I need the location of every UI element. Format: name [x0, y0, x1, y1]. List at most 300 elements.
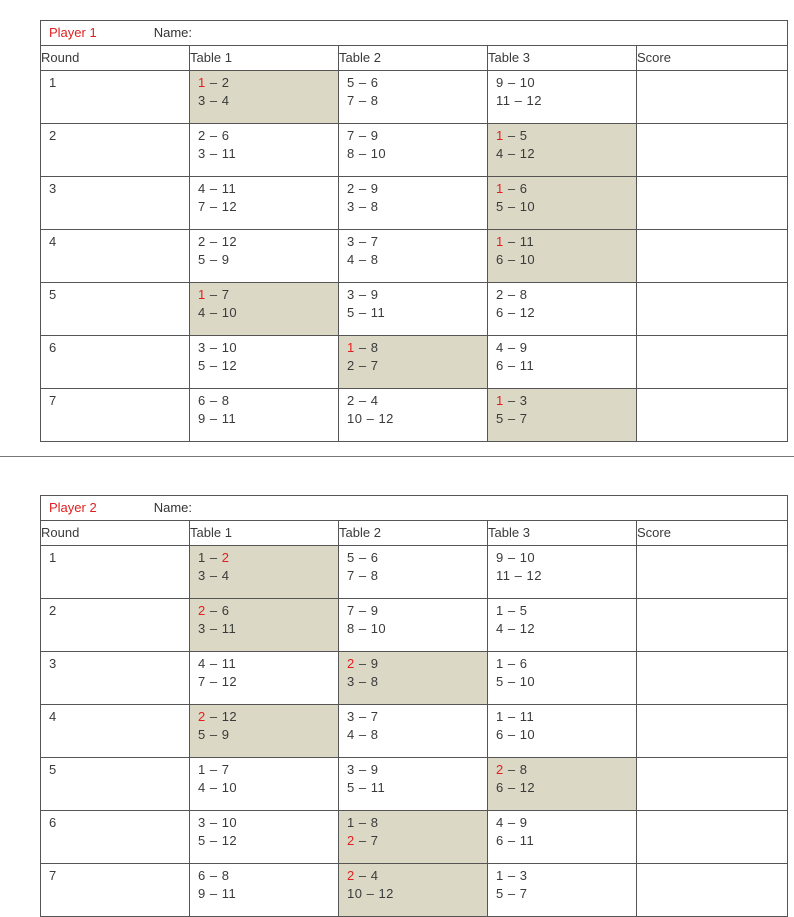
round-row	[41, 177, 788, 230]
table-1-cell	[190, 230, 339, 283]
seat-number: 12	[526, 568, 542, 583]
seat-number: 12	[378, 411, 394, 426]
dash: –	[503, 727, 520, 742]
table-3-cell	[488, 546, 637, 599]
dash: –	[503, 674, 520, 689]
seat-number: 6	[519, 656, 528, 671]
matchup	[347, 885, 487, 903]
dash: –	[503, 128, 520, 143]
seat-number: 9	[221, 727, 230, 742]
col-header-round: Round	[41, 521, 190, 546]
seat-number: 12	[519, 146, 536, 161]
matchup	[198, 673, 338, 691]
seat-number: 2	[221, 75, 230, 90]
round-row	[41, 230, 788, 283]
dash: –	[503, 340, 520, 355]
seat-number: 4	[370, 868, 379, 883]
matchup	[347, 655, 487, 673]
seat-number: 5	[496, 199, 504, 214]
dash: –	[205, 128, 222, 143]
seat-number: 12	[519, 621, 536, 636]
seat-number: 4	[496, 815, 504, 830]
seat-number: 7	[519, 886, 528, 901]
seat-number: 6	[496, 252, 504, 267]
dash: –	[362, 886, 379, 901]
seat-number: 3	[347, 287, 355, 302]
dash: –	[354, 568, 371, 583]
seat-number: 7	[347, 568, 355, 583]
seat-number: 1	[496, 709, 504, 724]
dash: –	[503, 393, 520, 408]
dash: –	[503, 75, 520, 90]
dash: –	[503, 252, 520, 267]
seat-number: 11	[221, 411, 237, 426]
seat-number: 4	[496, 340, 504, 355]
score-cell[interactable]	[637, 705, 788, 758]
matchup	[496, 567, 636, 585]
seat-number: 7	[347, 93, 355, 108]
seat-number: 10	[519, 727, 536, 742]
matchup	[198, 814, 338, 832]
table-1-cell	[190, 336, 339, 389]
matchup	[347, 673, 487, 691]
dash: –	[510, 93, 527, 108]
seat-number: 1	[496, 393, 504, 408]
matchup	[347, 549, 487, 567]
seat-number: 8	[370, 727, 379, 742]
score-cell[interactable]	[637, 758, 788, 811]
matchup	[198, 127, 338, 145]
seat-number: 4	[198, 305, 206, 320]
seat-number: 3	[198, 146, 206, 161]
dash: –	[510, 568, 527, 583]
matchup	[496, 410, 636, 428]
round-number: 5	[41, 283, 190, 336]
matchup	[347, 567, 487, 585]
seat-number: 6	[496, 833, 504, 848]
score-cell[interactable]	[637, 546, 788, 599]
name-label: Name:	[153, 25, 192, 40]
matchup	[496, 655, 636, 673]
dash: –	[354, 287, 371, 302]
col-header-table-3: Table 3	[488, 46, 637, 71]
seat-number: 10	[519, 75, 536, 90]
matchup	[496, 180, 636, 198]
dash: –	[205, 674, 222, 689]
seat-number: 8	[221, 868, 230, 883]
table-3-cell	[488, 177, 637, 230]
seat-number: 1	[496, 603, 504, 618]
seat-number: 4	[496, 621, 504, 636]
matchup	[198, 567, 338, 585]
dash: –	[503, 287, 520, 302]
seat-number: 8	[370, 568, 379, 583]
seat-number: 4	[221, 93, 230, 108]
score-cell[interactable]	[637, 177, 788, 230]
score-cell[interactable]	[637, 811, 788, 864]
table-1-cell	[190, 389, 339, 442]
score-cell[interactable]	[637, 283, 788, 336]
col-header-table-2: Table 2	[339, 521, 488, 546]
seat-number: 3	[198, 568, 206, 583]
col-header-table-1: Table 1	[190, 46, 339, 71]
seat-number: 8	[519, 762, 528, 777]
matchup	[496, 708, 636, 726]
seat-number: 8	[370, 252, 379, 267]
matchup	[347, 92, 487, 110]
dash: –	[205, 305, 222, 320]
round-row	[41, 811, 788, 864]
seat-number: 5	[496, 411, 504, 426]
matchup	[198, 198, 338, 216]
seat-number: 11	[519, 833, 535, 848]
player-label: Player 2	[49, 500, 97, 515]
col-header-score: Score	[637, 521, 788, 546]
seat-number: 2	[347, 181, 355, 196]
dash: –	[354, 709, 371, 724]
dash: –	[503, 199, 520, 214]
round-number: 1	[41, 71, 190, 124]
seat-number: 11	[519, 709, 535, 724]
seat-number: 12	[221, 234, 238, 249]
dash: –	[354, 603, 371, 618]
seat-number: 5	[198, 727, 206, 742]
seat-number: 2	[496, 762, 504, 777]
table-2-cell	[339, 705, 488, 758]
seat-number: 5	[519, 128, 528, 143]
matchup	[198, 180, 338, 198]
dash: –	[354, 93, 371, 108]
matchup	[496, 814, 636, 832]
table-3-cell	[488, 811, 637, 864]
table-2-cell	[339, 599, 488, 652]
matchup	[198, 832, 338, 850]
dash: –	[354, 762, 371, 777]
dash: –	[503, 411, 520, 426]
score-cell[interactable]	[637, 599, 788, 652]
seat-number: 7	[347, 603, 355, 618]
dash: –	[205, 234, 222, 249]
seat-number: 3	[347, 199, 355, 214]
seat-number: 8	[370, 815, 379, 830]
matchup	[496, 885, 636, 903]
column-header-row	[41, 521, 788, 546]
dash: –	[205, 75, 222, 90]
matchup	[347, 304, 487, 322]
dash: –	[354, 833, 371, 848]
score-cell[interactable]	[637, 124, 788, 177]
seat-number: 11	[496, 93, 511, 108]
seat-number: 5	[198, 358, 206, 373]
seat-number: 9	[370, 762, 379, 777]
seat-number: 9	[370, 128, 379, 143]
seat-number: 3	[347, 709, 355, 724]
seat-number: 7	[370, 358, 379, 373]
seat-number: 6	[221, 603, 230, 618]
seat-number: 7	[347, 128, 355, 143]
score-cell[interactable]	[637, 389, 788, 442]
dash: –	[205, 287, 222, 302]
dash: –	[503, 234, 520, 249]
round-number: 3	[41, 652, 190, 705]
dash: –	[205, 656, 222, 671]
matchup	[198, 885, 338, 903]
seat-number: 1	[347, 815, 355, 830]
seat-number: 6	[370, 550, 379, 565]
dash: –	[205, 550, 222, 565]
seat-number: 1	[198, 550, 206, 565]
seat-number: 4	[221, 568, 230, 583]
matchup	[496, 74, 636, 92]
seat-number: 12	[378, 886, 394, 901]
matchup	[496, 145, 636, 163]
seat-number: 6	[496, 780, 504, 795]
dash: –	[354, 146, 371, 161]
table-1-cell	[190, 758, 339, 811]
seat-number: 3	[198, 815, 206, 830]
matchup	[198, 304, 338, 322]
matchup	[347, 339, 487, 357]
table-3-cell	[488, 389, 637, 442]
round-row	[41, 599, 788, 652]
matchup	[347, 127, 487, 145]
seat-number: 10	[370, 621, 387, 636]
dash: –	[354, 780, 371, 795]
seat-number: 12	[519, 780, 536, 795]
player-label: Player 1	[49, 25, 97, 40]
table-1-cell	[190, 599, 339, 652]
score-cell[interactable]	[637, 336, 788, 389]
dash: –	[503, 181, 520, 196]
seat-number: 9	[198, 411, 206, 426]
seat-number: 1	[198, 762, 206, 777]
matchup	[198, 92, 338, 110]
matchup	[198, 410, 338, 428]
seat-number: 6	[496, 305, 504, 320]
seat-number: 9	[370, 656, 379, 671]
dash: –	[205, 833, 222, 848]
seat-number: 4	[198, 181, 206, 196]
dash: –	[205, 709, 222, 724]
seat-number: 2	[198, 709, 206, 724]
seat-number: 2	[221, 550, 230, 565]
seat-number: 6	[198, 868, 206, 883]
seat-number: 4	[347, 252, 355, 267]
matchup	[347, 357, 487, 375]
dash: –	[503, 358, 520, 373]
seat-number: 4	[347, 727, 355, 742]
seat-number: 12	[221, 709, 238, 724]
dash: –	[503, 709, 520, 724]
table-2-cell	[339, 652, 488, 705]
seat-number: 5	[496, 674, 504, 689]
dash: –	[503, 815, 520, 830]
matchup	[198, 726, 338, 744]
seat-number: 4	[496, 146, 504, 161]
matchup	[496, 233, 636, 251]
score-cell[interactable]	[637, 864, 788, 917]
round-number: 4	[41, 230, 190, 283]
seat-number: 3	[519, 393, 528, 408]
table-3-cell	[488, 758, 637, 811]
seat-number: 4	[198, 656, 206, 671]
matchup	[198, 708, 338, 726]
matchup	[496, 620, 636, 638]
dash: –	[205, 621, 222, 636]
table-2-cell	[339, 758, 488, 811]
table-3-cell	[488, 124, 637, 177]
table-3-cell	[488, 705, 637, 758]
dash: –	[205, 393, 222, 408]
seat-number: 9	[221, 252, 230, 267]
round-number: 1	[41, 546, 190, 599]
round-number: 4	[41, 705, 190, 758]
seat-number: 9	[496, 550, 504, 565]
seat-number: 6	[198, 393, 206, 408]
seat-number: 8	[370, 674, 379, 689]
table-2-cell	[339, 811, 488, 864]
seat-number: 10	[347, 411, 363, 426]
dash: –	[205, 146, 222, 161]
matchup	[347, 180, 487, 198]
score-cell[interactable]	[637, 230, 788, 283]
round-number: 7	[41, 389, 190, 442]
matchup	[496, 127, 636, 145]
seat-number: 8	[370, 199, 379, 214]
seat-number: 10	[519, 550, 536, 565]
seat-number: 7	[198, 199, 206, 214]
matchup	[347, 814, 487, 832]
matchup	[347, 233, 487, 251]
seat-number: 3	[198, 93, 206, 108]
matchup	[198, 286, 338, 304]
matchup	[347, 620, 487, 638]
player-sheet-1	[40, 20, 787, 442]
matchup	[347, 145, 487, 163]
seat-number: 11	[370, 780, 386, 795]
dash: –	[205, 199, 222, 214]
matchup	[198, 620, 338, 638]
matchup	[347, 726, 487, 744]
table-2-cell	[339, 389, 488, 442]
dash: –	[205, 603, 222, 618]
matchup	[496, 198, 636, 216]
seat-number: 12	[519, 305, 536, 320]
dash: –	[503, 762, 520, 777]
table-2-cell	[339, 71, 488, 124]
seat-number: 10	[347, 886, 363, 901]
col-header-round: Round	[41, 46, 190, 71]
table-1-cell	[190, 705, 339, 758]
table-2-cell	[339, 336, 488, 389]
round-number: 2	[41, 124, 190, 177]
seat-number: 7	[370, 234, 379, 249]
dash: –	[503, 305, 520, 320]
seat-number: 5	[496, 886, 504, 901]
col-header-table-2: Table 2	[339, 46, 488, 71]
dash: –	[362, 411, 379, 426]
dash: –	[354, 868, 371, 883]
seat-number: 2	[347, 833, 355, 848]
table-2-cell	[339, 124, 488, 177]
seat-number: 1	[496, 656, 504, 671]
seat-number: 2	[198, 234, 206, 249]
matchup	[496, 832, 636, 850]
dash: –	[503, 780, 520, 795]
table-2-cell	[339, 864, 488, 917]
seat-number: 11	[370, 305, 386, 320]
matchup	[347, 251, 487, 269]
seat-number: 5	[198, 833, 206, 848]
matchup	[198, 655, 338, 673]
round-number: 2	[41, 599, 190, 652]
seat-number: 10	[519, 252, 536, 267]
round-row	[41, 283, 788, 336]
seat-number: 10	[221, 780, 238, 795]
seat-number: 11	[221, 886, 237, 901]
matchup	[198, 392, 338, 410]
dash: –	[354, 621, 371, 636]
seat-number: 3	[198, 340, 206, 355]
matchup	[198, 602, 338, 620]
seat-number: 4	[370, 393, 379, 408]
dash: –	[205, 252, 222, 267]
dash: –	[205, 727, 222, 742]
matchup	[347, 392, 487, 410]
seat-number: 12	[221, 358, 238, 373]
round-row	[41, 124, 788, 177]
seat-number: 5	[198, 252, 206, 267]
dash: –	[354, 181, 371, 196]
seat-number: 5	[519, 603, 528, 618]
seat-number: 10	[519, 674, 536, 689]
matchup	[347, 74, 487, 92]
dash: –	[205, 340, 222, 355]
matchup	[198, 779, 338, 797]
seat-number: 3	[347, 234, 355, 249]
dash: –	[354, 358, 371, 373]
dash: –	[205, 762, 222, 777]
matchup	[347, 198, 487, 216]
seat-number: 11	[519, 234, 535, 249]
table-1-cell	[190, 124, 339, 177]
round-row	[41, 864, 788, 917]
dash: –	[354, 305, 371, 320]
dash: –	[503, 886, 520, 901]
matchup	[496, 602, 636, 620]
table-1-cell	[190, 652, 339, 705]
seat-number: 7	[370, 709, 379, 724]
score-cell[interactable]	[637, 652, 788, 705]
dash: –	[354, 128, 371, 143]
dash: –	[205, 886, 222, 901]
seat-number: 1	[496, 234, 504, 249]
seat-number: 12	[221, 833, 238, 848]
player-sheet-2	[40, 495, 787, 917]
col-header-table-3: Table 3	[488, 521, 637, 546]
score-cell[interactable]	[637, 71, 788, 124]
seat-number: 9	[370, 603, 379, 618]
matchup	[347, 832, 487, 850]
round-number: 3	[41, 177, 190, 230]
round-row	[41, 758, 788, 811]
seat-number: 1	[496, 128, 504, 143]
seat-number: 6	[519, 181, 528, 196]
seat-number: 4	[198, 780, 206, 795]
seat-number: 9	[519, 815, 528, 830]
matchup	[496, 761, 636, 779]
seat-number: 2	[347, 393, 355, 408]
